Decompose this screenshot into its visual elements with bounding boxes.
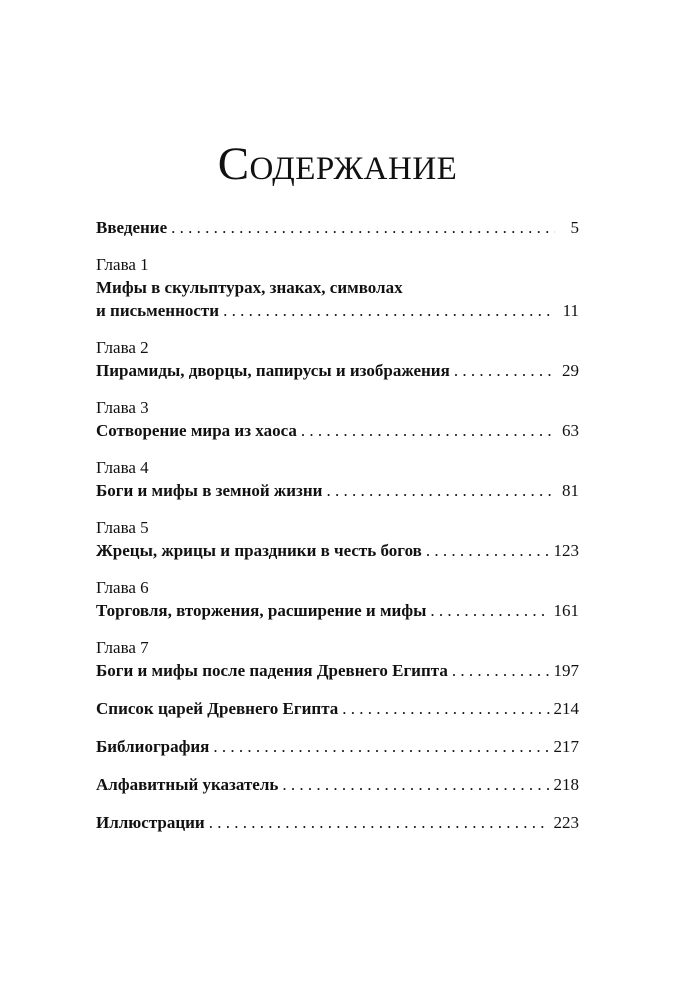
toc-entry-title: Жрецы, жрицы и праздники в честь богов [96,541,422,560]
dot-leader [301,419,555,442]
toc-page-number: 223 [553,813,579,832]
chapter-label: Глава 5 [96,518,149,537]
toc-page-number: 123 [553,541,579,560]
dot-leader [326,479,555,502]
toc-entry-title: Библиография [96,737,210,756]
toc-entry-title: Алфавитный указатель [96,775,279,794]
toc-page-number: 63 [562,421,579,440]
chapter-label: Глава 6 [96,578,149,597]
toc-page-number: 214 [553,699,579,718]
toc-entry-title: Сотворение мира из хаоса [96,421,297,440]
toc-page-number: 217 [553,737,579,756]
toc-page-number: 81 [562,481,579,500]
toc-page-number: 161 [553,601,579,620]
dot-leader [430,599,549,622]
toc-entry-title: Пирамиды, дворцы, папирусы и изображения [96,361,450,380]
chapter-label: Глава 1 [96,255,149,274]
toc-entry-illustrations[interactable] [96,811,579,834]
toc-row[interactable] [96,599,579,622]
toc-row[interactable] [96,419,579,442]
toc-page-number: 218 [553,775,579,794]
toc-entry-chapter-7[interactable] [96,637,579,682]
toc-entry-kings-list[interactable] [96,697,579,720]
toc-entry-chapter-1[interactable] [96,254,579,322]
toc-entry-chapter-5[interactable] [96,517,579,562]
toc-row[interactable] [96,539,579,562]
toc-row[interactable] [96,811,579,834]
toc-entry-title: Иллюстрации [96,813,205,832]
toc-row[interactable] [96,697,579,720]
chapter-label: Глава 3 [96,398,149,417]
dot-leader [213,735,549,758]
toc-entry-chapter-6[interactable] [96,577,579,622]
page-title: Содержание [217,138,458,190]
toc-row[interactable] [96,735,579,758]
toc-row[interactable] [96,359,579,382]
toc-entry-chapter-2[interactable] [96,337,579,382]
chapter-label: Глава 7 [96,638,149,657]
chapter-label: Глава 4 [96,458,149,477]
toc-page-number: 197 [553,661,579,680]
toc-entry-title: Боги и мифы после падения Древнего Египта [96,661,448,680]
toc-entry-title-line: Мифы в скульптурах, знаках, символах [96,278,403,297]
toc-row[interactable] [96,659,579,682]
toc-page-number: 29 [562,361,579,380]
dot-leader [282,773,549,796]
dot-leader [209,811,550,834]
toc-entry-title: и письменности [96,301,220,320]
toc-entry-title: Торговля, вторжения, расширение и мифы [96,601,427,620]
dot-leader [342,697,549,720]
toc-row[interactable] [96,773,579,796]
dot-leader [454,359,555,382]
toc-page-number: 11 [562,301,579,320]
table-of-contents [96,212,579,849]
toc-entry-chapter-4[interactable] [96,457,579,502]
toc-entry-title: Введение [96,218,168,237]
dot-leader [452,659,550,682]
toc-row[interactable] [96,299,579,322]
toc-entry-title: Список царей Древнего Египта [96,699,339,718]
toc-row[interactable] [96,216,579,239]
toc-page-number: 5 [570,218,579,237]
dot-leader [223,299,555,322]
toc-entry-index[interactable] [96,773,579,796]
chapter-label: Глава 2 [96,338,149,357]
toc-row[interactable] [96,479,579,502]
toc-entry-chapter-3[interactable] [96,397,579,442]
toc-entry-title: Боги и мифы в земной жизни [96,481,323,500]
toc-entry-bibliography[interactable] [96,735,579,758]
dot-leader [171,216,555,239]
dot-leader [426,539,550,562]
toc-entry-introduction[interactable] [96,216,579,239]
